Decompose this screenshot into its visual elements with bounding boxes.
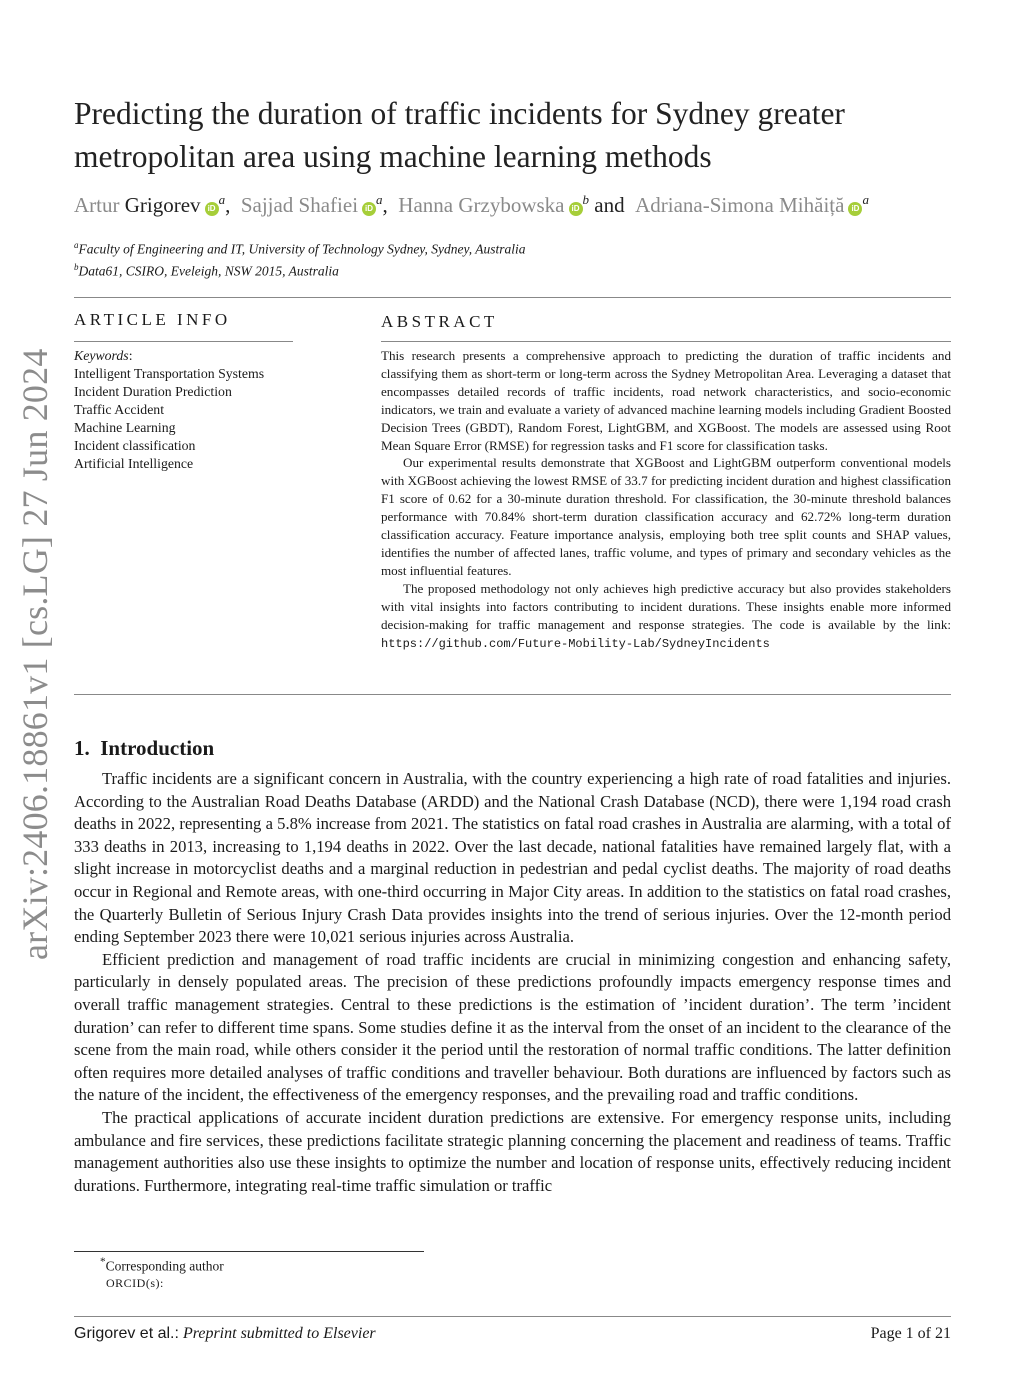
page-number: Page 1 of 21 [870,1325,951,1342]
footnote-rule [74,1251,424,1252]
footer-venue: Preprint submitted to Elsevier [182,1325,376,1342]
orcid-icon[interactable]: iD [205,202,219,216]
arxiv-stamp: arXiv:2406.18861v1 [cs.LG] 27 Jun 2024 [15,348,55,960]
body-paragraph: Efficient prediction and management of road traffic incidents are crucial in minimizing congestion and enhancing safety, particularly in densely populated areas. The precision of these predictions profoundly impacts emergency response times and overall traffic management strategies. Central to these predictions is the estimation of ’incident duration’. The term ’incident duration’ can refer to different time spans. Some studies define it as the interval from the onset of an incident to the clearance of the scene from the main road, while others consider it the period until the restoration of normal traffic conditions. The latter definition often requires more detailed analyses of traffic conditions and traveller behaviour. Both durations are influenced by factors such as the nature of the incident, the effectiveness of the emergency responses, and the prevailing road and traffic conditions. [74,949,951,1105]
keywords-block: Keywords: Intelligent Transportation Systems Incident Duration Prediction Traffic Accident Machine Learning Incident classification Artificial Intelligence [74,348,265,471]
author-affil-mark: b [582,192,589,207]
keyword-item: Artificial Intelligence [74,456,194,471]
keyword-item: Intelligent Transportation Systems [74,366,265,381]
orcid-icon[interactable]: iD [569,202,583,216]
author-name: Adriana-Simona Mihăiță [635,193,845,217]
section-number: 1. [74,736,90,760]
footer-divider [74,1316,951,1317]
author-name: Hanna Grzybowska [398,193,565,217]
author-affil-mark: a [376,192,383,207]
footnote-text: Corresponding author [105,1258,224,1274]
footnote-orcid: ORCID(s): [106,1276,164,1290]
affiliation-mark: a [74,240,79,250]
abstract-rule [381,341,951,342]
affiliation-b [74,262,339,280]
abstract-heading: ABSTRACT [381,312,498,331]
orcid-icon[interactable]: iD [362,202,376,216]
abstract-body [381,347,951,653]
footer-left: Grigorev et al.: Preprint submitted to Elsevier [74,1325,376,1342]
keyword-item: Machine Learning [74,420,176,435]
orcid-icon[interactable]: iD [848,202,862,216]
keyword-item: Traffic Accident [74,402,165,417]
author-list: Artur Grigorev $iD^a$, Sajjad Shafiei $iD^a$, Hanna Grzybowska $iD^b$ and Adriana-Simona Mihăiță $iD^a$ [74,192,869,217]
author-name: Sajjad Shafiei [240,193,359,217]
affiliation-a [74,240,526,258]
keyword-item: Incident classification [74,438,196,453]
footnote-corresponding [100,1256,224,1275]
author-first-name: Artur [74,193,120,217]
author-affil-mark: a [218,192,226,207]
section-heading [74,736,214,761]
affiliation-text: Data61, CSIRO, Eveleigh, NSW 2015, Australia [78,263,339,279]
abstract-paragraph: Our experimental results demonstrate that XGBoost and LightGBM outperform conventional models with XGBoost achieving the lowest RMSE of 33.7 for predicting incident duration and highest classification F1 score of 0.62 for a 30-minute duration threshold. For classification, the 30-minute threshold balances performance with 70.84% short-term duration classification accuracy and 62.72% long-term duration classification accuracy. Feature importance analysis, employing both tree split counts and SHAP values, identifies the number of affected lanes, traffic volume, and types of primary and secondary vehicles as the most influential features. [381,455,951,578]
section-title: Introduction [100,736,215,760]
introduction-body [74,768,951,1197]
author-conjunction: and [594,193,625,217]
code-link[interactable]: https://github.com/Future-Mobility-Lab/SydneyIncidents [381,636,770,651]
paper-title: Predicting the duration of traffic incidents for Sydney greater metropolitan area using machine learning methods [74,96,845,174]
body-paragraph: Traffic incidents are a significant concern in Australia, with the country experiencing a high rate of road fatalities and injuries. According to the Australian Road Deaths Database (ARDD) and the National Crash Database (NCD), there were 1,194 road crash deaths in 2022, representing a 5.8% increase from 2021. The statistics on fatal road crashes in Australia are alarming, with a total of 333 deaths in 2013, increasing to 1,194 deaths in 2022. Over the last decade, national fatalities have remained largely flat, with a slight increase in motorcyclist deaths and a marginal reduction in pedestrian and pedal cyclist deaths. The majority of road deaths occur in Regional and Remote areas, with one-third occurring in Major City areas. In addition to the statistics on fatal road crashes, the Quarterly Bulletin of Serious Injury Crash Data provides insights into the trend of serious injuries. Over the 12-month period ending September 2023 there were 10,021 serious injuries across Australia. [74,769,951,947]
article-info-rule [74,341,293,342]
body-paragraph: The practical applications of accurate incident duration predictions are extensive. For emergency response units, including ambulance and fire services, these predictions facilitate strategic planning concerning the placement and readiness of teams. Traffic management authorities also use these insights to optimize the number and location of response units, effectively reducing incident durations. Furthermore, integrating real-time traffic simulation or traffic [74,1107,951,1195]
author-affil-mark: a [862,192,869,207]
affiliation-mark: b [74,262,79,272]
footer-authors: Grigorev et al. [74,1325,175,1342]
abstract-paragraph: This research presents a comprehensive approach to predicting the duration of traffic incidents and classifying them as short-term or long-term across the Sydney Metropolitan Area. Leveraging a dataset that encompasses detailed records of traffic incidents, road network characteristics, and socio-economic indicators, we train and evaluate a variety of advanced machine learning models including Gradient Boosted Decision Trees (GBDT), Random Forest, LightGBM, and XGBoost. The models are assessed using Root Mean Square Error (RMSE) for regression tasks and F1 score for classification tasks. [381,348,951,453]
keywords-label: Keywords [74,348,129,363]
header-divider [74,297,951,298]
footnote-mark: * [100,1256,106,1268]
abstract-paragraph: The proposed methodology not only achieves high predictive accuracy but also provides stakeholders with vital insights into factors contributing to incident durations. These insights enable more informed decision-making for traffic management and response strategies. The code is available by the link: https://github.com/Future-Mobility-Lab/SydneyIncidents [381,580,951,651]
author-last-name: Grigorev [124,193,201,217]
abstract-divider [74,694,951,695]
article-info-heading: ARTICLE INFO [74,310,231,329]
keyword-item: Incident Duration Prediction [74,384,232,399]
affiliation-text: Faculty of Engineering and IT, University of Technology Sydney, Sydney, Australia [78,241,526,257]
